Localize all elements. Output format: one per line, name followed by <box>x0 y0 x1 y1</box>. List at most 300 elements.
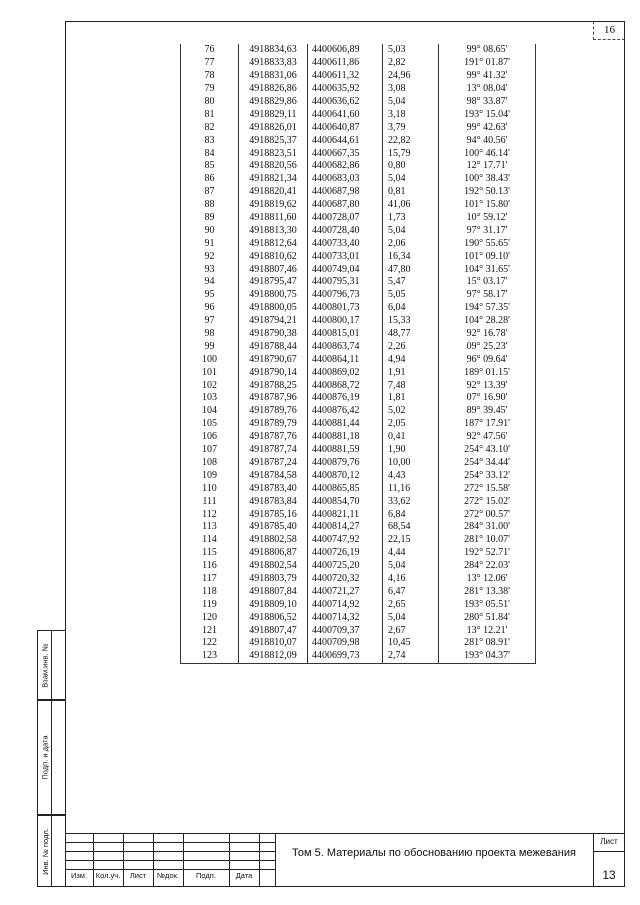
point-number-cell: 87 <box>181 186 239 199</box>
table-row <box>181 624 536 637</box>
y-coordinate-cell: 4400733,01 <box>308 250 383 263</box>
table-row <box>181 366 536 379</box>
x-coordinate-cell: 4918783,40 <box>239 482 308 495</box>
table-row <box>181 534 536 547</box>
page-corner-number: 16 <box>593 21 625 40</box>
table-row <box>181 328 536 341</box>
distance-cell: 3,18 <box>383 108 439 121</box>
direction-angle-cell: 190° 55.65' <box>439 237 536 250</box>
y-coordinate-cell: 4400720,32 <box>308 573 383 586</box>
distance-cell: 1,81 <box>383 392 439 405</box>
side-label-vzam: Взам.инв. № <box>40 642 50 688</box>
direction-angle-cell: 284° 31.00' <box>439 521 536 534</box>
sheet-number: 13 <box>602 868 616 882</box>
direction-angle-cell: 94° 40.56' <box>439 134 536 147</box>
x-coordinate-cell: 4918788,25 <box>239 379 308 392</box>
point-number-cell: 90 <box>181 224 239 237</box>
table-row <box>181 637 536 650</box>
direction-angle-cell: 97° 31.17' <box>439 224 536 237</box>
table-row <box>181 147 536 160</box>
direction-angle-cell: 92° 13.39' <box>439 379 536 392</box>
distance-cell: 48,77 <box>383 328 439 341</box>
point-number-cell: 113 <box>181 521 239 534</box>
x-coordinate-cell: 4918787,24 <box>239 457 308 470</box>
direction-angle-cell: 192° 50.13' <box>439 186 536 199</box>
y-coordinate-cell: 4400683,03 <box>308 173 383 186</box>
distance-cell: 5,04 <box>383 224 439 237</box>
y-coordinate-cell: 4400699,73 <box>308 650 383 663</box>
direction-angle-cell: 92° 16.78' <box>439 328 536 341</box>
table-row <box>181 457 536 470</box>
title-block <box>65 833 625 887</box>
table-row <box>181 482 536 495</box>
direction-angle-cell: 100° 46.14' <box>439 147 536 160</box>
point-number-cell: 117 <box>181 573 239 586</box>
distance-cell: 5,04 <box>383 173 439 186</box>
x-coordinate-cell: 4918785,16 <box>239 508 308 521</box>
y-coordinate-cell: 4400714,92 <box>308 598 383 611</box>
distance-cell: 2,26 <box>383 340 439 353</box>
x-coordinate-cell: 4918811,60 <box>239 212 308 225</box>
y-coordinate-cell: 4400870,12 <box>308 469 383 482</box>
x-coordinate-cell: 4918823,51 <box>239 147 308 160</box>
table-row <box>181 96 536 109</box>
table-row <box>181 70 536 83</box>
distance-cell: 47,80 <box>383 263 439 276</box>
y-coordinate-cell: 4400682,86 <box>308 160 383 173</box>
y-coordinate-cell: 4400644,61 <box>308 134 383 147</box>
table-row <box>181 186 536 199</box>
x-coordinate-cell: 4918789,79 <box>239 418 308 431</box>
direction-angle-cell: 96° 09.64' <box>439 353 536 366</box>
table-row <box>181 289 536 302</box>
direction-angle-cell: 07° 16.90' <box>439 392 536 405</box>
distance-cell: 68,54 <box>383 521 439 534</box>
point-number-cell: 85 <box>181 160 239 173</box>
sheet-label: Лист <box>600 837 618 846</box>
x-coordinate-cell: 4918806,87 <box>239 547 308 560</box>
direction-angle-cell: 97° 58.17' <box>439 289 536 302</box>
x-coordinate-cell: 4918819,62 <box>239 199 308 212</box>
x-coordinate-cell: 4918800,75 <box>239 289 308 302</box>
x-coordinate-cell: 4918831,06 <box>239 70 308 83</box>
y-coordinate-cell: 4400814,27 <box>308 521 383 534</box>
point-number-cell: 102 <box>181 379 239 392</box>
stamp-label-ndok: №док. <box>157 871 179 880</box>
table-row <box>181 444 536 457</box>
table-row <box>181 173 536 186</box>
point-number-cell: 81 <box>181 108 239 121</box>
table-row <box>181 585 536 598</box>
direction-angle-cell: 09° 25.23' <box>439 340 536 353</box>
direction-angle-cell: 99° 41.32' <box>439 70 536 83</box>
point-number-cell: 91 <box>181 237 239 250</box>
x-coordinate-cell: 4918783,84 <box>239 495 308 508</box>
y-coordinate-cell: 4400876,19 <box>308 392 383 405</box>
point-number-cell: 86 <box>181 173 239 186</box>
distance-cell: 6,47 <box>383 585 439 598</box>
direction-angle-cell: 104° 31.65' <box>439 263 536 276</box>
y-coordinate-cell: 4400876,42 <box>308 405 383 418</box>
x-coordinate-cell: 4918788,44 <box>239 340 308 353</box>
direction-angle-cell: 192° 52.71' <box>439 547 536 560</box>
direction-angle-cell: 254° 43.10' <box>439 444 536 457</box>
point-number-cell: 122 <box>181 637 239 650</box>
table-row <box>181 495 536 508</box>
table-row <box>181 469 536 482</box>
direction-angle-cell: 10° 59.12' <box>439 212 536 225</box>
distance-cell: 4,94 <box>383 353 439 366</box>
table-row <box>181 340 536 353</box>
distance-cell: 0,81 <box>383 186 439 199</box>
x-coordinate-cell: 4918834,63 <box>239 44 308 57</box>
distance-cell: 3,79 <box>383 121 439 134</box>
y-coordinate-cell: 4400714,32 <box>308 611 383 624</box>
coordinates-table <box>180 44 536 664</box>
distance-cell: 22,15 <box>383 534 439 547</box>
table-row <box>181 276 536 289</box>
direction-angle-cell: 187° 17.91' <box>439 418 536 431</box>
point-number-cell: 116 <box>181 560 239 573</box>
y-coordinate-cell: 4400709,37 <box>308 624 383 637</box>
x-coordinate-cell: 4918807,84 <box>239 585 308 598</box>
side-label-podp: Подп. и дата <box>40 735 50 780</box>
direction-angle-cell: 13° 08.04' <box>439 83 536 96</box>
direction-angle-cell: 100° 38.43' <box>439 173 536 186</box>
distance-cell: 3,08 <box>383 83 439 96</box>
direction-angle-cell: 13° 12.21' <box>439 624 536 637</box>
distance-cell: 5,47 <box>383 276 439 289</box>
y-coordinate-cell: 4400636,62 <box>308 96 383 109</box>
table-row <box>181 560 536 573</box>
x-coordinate-cell: 4918813,30 <box>239 224 308 237</box>
y-coordinate-cell: 4400611,32 <box>308 70 383 83</box>
y-coordinate-cell: 4400881,44 <box>308 418 383 431</box>
direction-angle-cell: 99° 42.63' <box>439 121 536 134</box>
table-row <box>181 263 536 276</box>
y-coordinate-cell: 4400725,20 <box>308 560 383 573</box>
x-coordinate-cell: 4918812,09 <box>239 650 308 663</box>
point-number-cell: 111 <box>181 495 239 508</box>
distance-cell: 24,96 <box>383 70 439 83</box>
distance-cell: 5,05 <box>383 289 439 302</box>
distance-cell: 0,41 <box>383 431 439 444</box>
direction-angle-cell: 193° 15.04' <box>439 108 536 121</box>
table-row <box>181 250 536 263</box>
table-row <box>181 418 536 431</box>
distance-cell: 2,82 <box>383 57 439 70</box>
direction-angle-cell: 98° 33.87' <box>439 96 536 109</box>
y-coordinate-cell: 4400864,11 <box>308 353 383 366</box>
point-number-cell: 77 <box>181 57 239 70</box>
point-number-cell: 109 <box>181 469 239 482</box>
x-coordinate-cell: 4918829,86 <box>239 96 308 109</box>
direction-angle-cell: 280° 51.84' <box>439 611 536 624</box>
point-number-cell: 95 <box>181 289 239 302</box>
point-number-cell: 104 <box>181 405 239 418</box>
direction-angle-cell: 284° 22.03' <box>439 560 536 573</box>
point-number-cell: 88 <box>181 199 239 212</box>
direction-angle-cell: 272° 00.57' <box>439 508 536 521</box>
y-coordinate-cell: 4400863,74 <box>308 340 383 353</box>
distance-cell: 2,05 <box>383 418 439 431</box>
point-number-cell: 119 <box>181 598 239 611</box>
direction-angle-cell: 272° 15.02' <box>439 495 536 508</box>
direction-angle-cell: 281° 10.07' <box>439 534 536 547</box>
direction-angle-cell: 281° 08.91' <box>439 637 536 650</box>
direction-angle-cell: 89° 39.45' <box>439 405 536 418</box>
table-row <box>181 315 536 328</box>
distance-cell: 33,62 <box>383 495 439 508</box>
table-row <box>181 134 536 147</box>
point-number-cell: 80 <box>181 96 239 109</box>
point-number-cell: 114 <box>181 534 239 547</box>
side-strip-middle <box>37 700 65 815</box>
y-coordinate-cell: 4400728,40 <box>308 224 383 237</box>
x-coordinate-cell: 4918821,34 <box>239 173 308 186</box>
point-number-cell: 98 <box>181 328 239 341</box>
x-coordinate-cell: 4918787,96 <box>239 392 308 405</box>
distance-cell: 2,65 <box>383 598 439 611</box>
x-coordinate-cell: 4918833,83 <box>239 57 308 70</box>
table-row <box>181 431 536 444</box>
distance-cell: 5,04 <box>383 96 439 109</box>
y-coordinate-cell: 4400640,87 <box>308 121 383 134</box>
distance-cell: 1,90 <box>383 444 439 457</box>
y-coordinate-cell: 4400728,07 <box>308 212 383 225</box>
direction-angle-cell: 99° 08.65' <box>439 44 536 57</box>
point-number-cell: 101 <box>181 366 239 379</box>
table-row <box>181 83 536 96</box>
side-label-inv: Инв. № подл. <box>40 827 50 875</box>
x-coordinate-cell: 4918829,11 <box>239 108 308 121</box>
y-coordinate-cell: 4400606,89 <box>308 44 383 57</box>
table-row <box>181 521 536 534</box>
x-coordinate-cell: 4918790,67 <box>239 353 308 366</box>
y-coordinate-cell: 4400821,11 <box>308 508 383 521</box>
direction-angle-cell: 92° 47.56' <box>439 431 536 444</box>
x-coordinate-cell: 4918790,38 <box>239 328 308 341</box>
y-coordinate-cell: 4400879,76 <box>308 457 383 470</box>
distance-cell: 0,80 <box>383 160 439 173</box>
x-coordinate-cell: 4918802,54 <box>239 560 308 573</box>
distance-cell: 16,34 <box>383 250 439 263</box>
distance-cell: 5,02 <box>383 405 439 418</box>
point-number-cell: 96 <box>181 302 239 315</box>
y-coordinate-cell: 4400667,35 <box>308 147 383 160</box>
table-row <box>181 611 536 624</box>
point-number-cell: 106 <box>181 431 239 444</box>
distance-cell: 5,04 <box>383 611 439 624</box>
direction-angle-cell: 189° 01.15' <box>439 366 536 379</box>
y-coordinate-cell: 4400726,19 <box>308 547 383 560</box>
direction-angle-cell: 193° 05.51' <box>439 598 536 611</box>
point-number-cell: 123 <box>181 650 239 663</box>
x-coordinate-cell: 4918785,40 <box>239 521 308 534</box>
stamp-label-podp: Подп. <box>196 871 216 880</box>
point-number-cell: 112 <box>181 508 239 521</box>
y-coordinate-cell: 4400796,73 <box>308 289 383 302</box>
point-number-cell: 100 <box>181 353 239 366</box>
direction-angle-cell: 254° 34.44' <box>439 457 536 470</box>
distance-cell: 6,04 <box>383 302 439 315</box>
x-coordinate-cell: 4918826,01 <box>239 121 308 134</box>
distance-cell: 5,04 <box>383 560 439 573</box>
side-strip-upper <box>37 630 65 700</box>
stamp-label-izm: Изм. <box>70 871 88 880</box>
x-coordinate-cell: 4918812,64 <box>239 237 308 250</box>
direction-angle-cell: 254° 33.12' <box>439 469 536 482</box>
y-coordinate-cell: 4400709,98 <box>308 637 383 650</box>
x-coordinate-cell: 4918810,62 <box>239 250 308 263</box>
direction-angle-cell: 13° 12.06' <box>439 573 536 586</box>
table-row <box>181 57 536 70</box>
point-number-cell: 82 <box>181 121 239 134</box>
y-coordinate-cell: 4400747,92 <box>308 534 383 547</box>
x-coordinate-cell: 4918795,47 <box>239 276 308 289</box>
x-coordinate-cell: 4918810,07 <box>239 637 308 650</box>
point-number-cell: 89 <box>181 212 239 225</box>
table-row <box>181 199 536 212</box>
x-coordinate-cell: 4918807,46 <box>239 263 308 276</box>
distance-cell: 6,84 <box>383 508 439 521</box>
point-number-cell: 78 <box>181 70 239 83</box>
point-number-cell: 105 <box>181 418 239 431</box>
x-coordinate-cell: 4918789,76 <box>239 405 308 418</box>
point-number-cell: 97 <box>181 315 239 328</box>
y-coordinate-cell: 4400801,73 <box>308 302 383 315</box>
table-row <box>181 547 536 560</box>
direction-angle-cell: 191° 01.87' <box>439 57 536 70</box>
y-coordinate-cell: 4400635,92 <box>308 83 383 96</box>
table-row <box>181 405 536 418</box>
point-number-cell: 83 <box>181 134 239 147</box>
table-row <box>181 353 536 366</box>
y-coordinate-cell: 4400869,02 <box>308 366 383 379</box>
direction-angle-cell: 15° 03.17' <box>439 276 536 289</box>
table-row <box>181 573 536 586</box>
point-number-cell: 121 <box>181 624 239 637</box>
point-number-cell: 94 <box>181 276 239 289</box>
point-number-cell: 110 <box>181 482 239 495</box>
x-coordinate-cell: 4918826,86 <box>239 83 308 96</box>
point-number-cell: 76 <box>181 44 239 57</box>
point-number-cell: 108 <box>181 457 239 470</box>
distance-cell: 5,03 <box>383 44 439 57</box>
distance-cell: 11,16 <box>383 482 439 495</box>
y-coordinate-cell: 4400881,18 <box>308 431 383 444</box>
x-coordinate-cell: 4918787,74 <box>239 444 308 457</box>
table-row <box>181 224 536 237</box>
point-number-cell: 92 <box>181 250 239 263</box>
y-coordinate-cell: 4400815,01 <box>308 328 383 341</box>
distance-cell: 10,45 <box>383 637 439 650</box>
distance-cell: 4,44 <box>383 547 439 560</box>
table-row <box>181 598 536 611</box>
table-row <box>181 160 536 173</box>
distance-cell: 7,48 <box>383 379 439 392</box>
y-coordinate-cell: 4400865,85 <box>308 482 383 495</box>
document-title: Том 5. Материалы по обоснованию проекта межевания <box>292 847 576 859</box>
x-coordinate-cell: 4918825,37 <box>239 134 308 147</box>
table-row <box>181 379 536 392</box>
x-coordinate-cell: 4918806,52 <box>239 611 308 624</box>
x-coordinate-cell: 4918790,14 <box>239 366 308 379</box>
y-coordinate-cell: 4400721,27 <box>308 585 383 598</box>
direction-angle-cell: 101° 15.80' <box>439 199 536 212</box>
distance-cell: 15,33 <box>383 315 439 328</box>
table-row <box>181 508 536 521</box>
distance-cell: 1,91 <box>383 366 439 379</box>
distance-cell: 2,74 <box>383 650 439 663</box>
side-strip-lower <box>37 815 65 887</box>
point-number-cell: 120 <box>181 611 239 624</box>
table-row <box>181 108 536 121</box>
y-coordinate-cell: 4400795,31 <box>308 276 383 289</box>
point-number-cell: 79 <box>181 83 239 96</box>
y-coordinate-cell: 4400733,40 <box>308 237 383 250</box>
point-number-cell: 115 <box>181 547 239 560</box>
distance-cell: 22,82 <box>383 134 439 147</box>
distance-cell: 4,16 <box>383 573 439 586</box>
distance-cell: 4,43 <box>383 469 439 482</box>
x-coordinate-cell: 4918784,58 <box>239 469 308 482</box>
point-number-cell: 118 <box>181 585 239 598</box>
x-coordinate-cell: 4918820,56 <box>239 160 308 173</box>
direction-angle-cell: 194° 57.35' <box>439 302 536 315</box>
direction-angle-cell: 12° 17.71' <box>439 160 536 173</box>
direction-angle-cell: 193° 04.37' <box>439 650 536 663</box>
x-coordinate-cell: 4918794,21 <box>239 315 308 328</box>
x-coordinate-cell: 4918787,76 <box>239 431 308 444</box>
distance-cell: 2,06 <box>383 237 439 250</box>
direction-angle-cell: 101° 09.10' <box>439 250 536 263</box>
distance-cell: 15,79 <box>383 147 439 160</box>
distance-cell: 41,06 <box>383 199 439 212</box>
distance-cell: 1,73 <box>383 212 439 225</box>
table-row <box>181 650 536 663</box>
x-coordinate-cell: 4918800,05 <box>239 302 308 315</box>
table-row <box>181 302 536 315</box>
y-coordinate-cell: 4400687,80 <box>308 199 383 212</box>
distance-cell: 10,00 <box>383 457 439 470</box>
table-row <box>181 44 536 57</box>
y-coordinate-cell: 4400641,60 <box>308 108 383 121</box>
direction-angle-cell: 272° 15.58' <box>439 482 536 495</box>
direction-angle-cell: 104° 28.28' <box>439 315 536 328</box>
x-coordinate-cell: 4918807,47 <box>239 624 308 637</box>
x-coordinate-cell: 4918820,41 <box>239 186 308 199</box>
stamp-label-list: Лист <box>129 871 147 880</box>
table-row <box>181 237 536 250</box>
point-number-cell: 93 <box>181 263 239 276</box>
table-row <box>181 392 536 405</box>
stamp-label-data: Дата <box>235 871 253 880</box>
x-coordinate-cell: 4918802,58 <box>239 534 308 547</box>
point-number-cell: 84 <box>181 147 239 160</box>
distance-cell: 2,67 <box>383 624 439 637</box>
y-coordinate-cell: 4400687,98 <box>308 186 383 199</box>
y-coordinate-cell: 4400881,59 <box>308 444 383 457</box>
table-row <box>181 212 536 225</box>
stamp-label-koluch: Кол.уч. <box>95 871 121 880</box>
x-coordinate-cell: 4918809,10 <box>239 598 308 611</box>
table-row <box>181 121 536 134</box>
y-coordinate-cell: 4400749,04 <box>308 263 383 276</box>
point-number-cell: 107 <box>181 444 239 457</box>
direction-angle-cell: 281° 13.38' <box>439 585 536 598</box>
y-coordinate-cell: 4400800,17 <box>308 315 383 328</box>
